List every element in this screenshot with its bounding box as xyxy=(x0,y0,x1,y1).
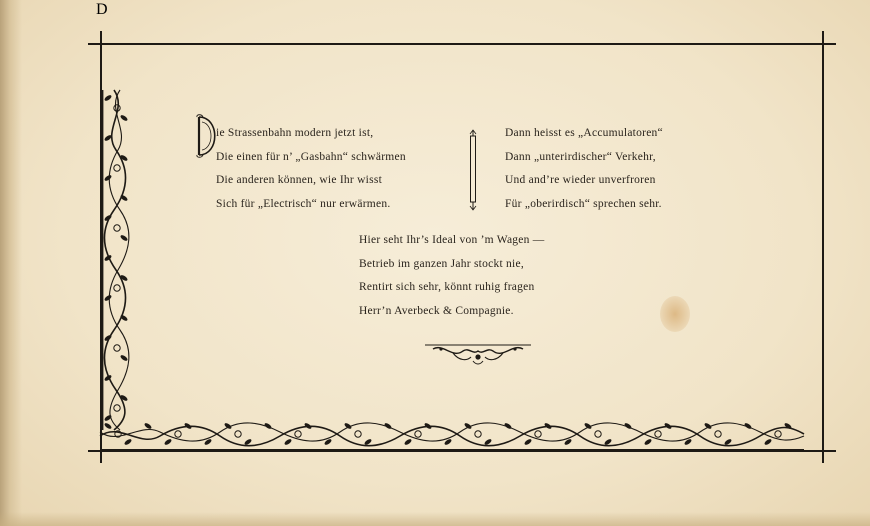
floral-vine-border-bottom xyxy=(100,418,804,452)
floral-vine-border-left xyxy=(100,90,134,430)
spine-shadow xyxy=(0,0,22,526)
verse-line: Die anderen können, wie Ihr wisst xyxy=(216,174,383,186)
verse-line: Sich für „Electrisch“ nur erwärmen. xyxy=(216,197,391,210)
verse-line: Herr’n Averbeck & Compagnie. xyxy=(359,304,514,317)
verse-line: Dann heisst es „Accumulatoren“ xyxy=(505,127,663,139)
ornamental-vertical-bar xyxy=(468,130,478,210)
verse-line: Für „oberirdisch“ sprechen sehr. xyxy=(505,197,662,210)
verse-line: Und and’re wieder unverfroren xyxy=(505,174,656,186)
page-edge-shadow xyxy=(0,512,870,526)
paper-stain xyxy=(660,296,690,332)
frame-rule-right xyxy=(822,31,824,463)
frame-rule-top xyxy=(88,43,836,45)
scroll-flourish-ornament xyxy=(423,339,533,367)
stanza-right xyxy=(505,122,663,216)
verse-line: Die einen für n’ „Gasbahn“ schwärmen xyxy=(216,150,406,163)
verse-line: Dann „unterirdischer“ Verkehr, xyxy=(505,150,656,163)
stanza-center xyxy=(359,229,545,323)
stanza-left xyxy=(216,122,406,216)
verse-line: Betrieb im ganzen Jahr stockt nie, xyxy=(359,257,524,270)
verse-line: Hier seht Ihr’s Ideal von ’m Wagen — xyxy=(359,234,545,246)
verse-line: Rentirt sich sehr, könnt ruhig fragen xyxy=(359,281,535,293)
svg-text:D: D xyxy=(96,1,108,18)
verse-line: ie Strassenbahn modern jetzt ist, xyxy=(216,127,374,139)
drop-cap xyxy=(96,1,218,158)
